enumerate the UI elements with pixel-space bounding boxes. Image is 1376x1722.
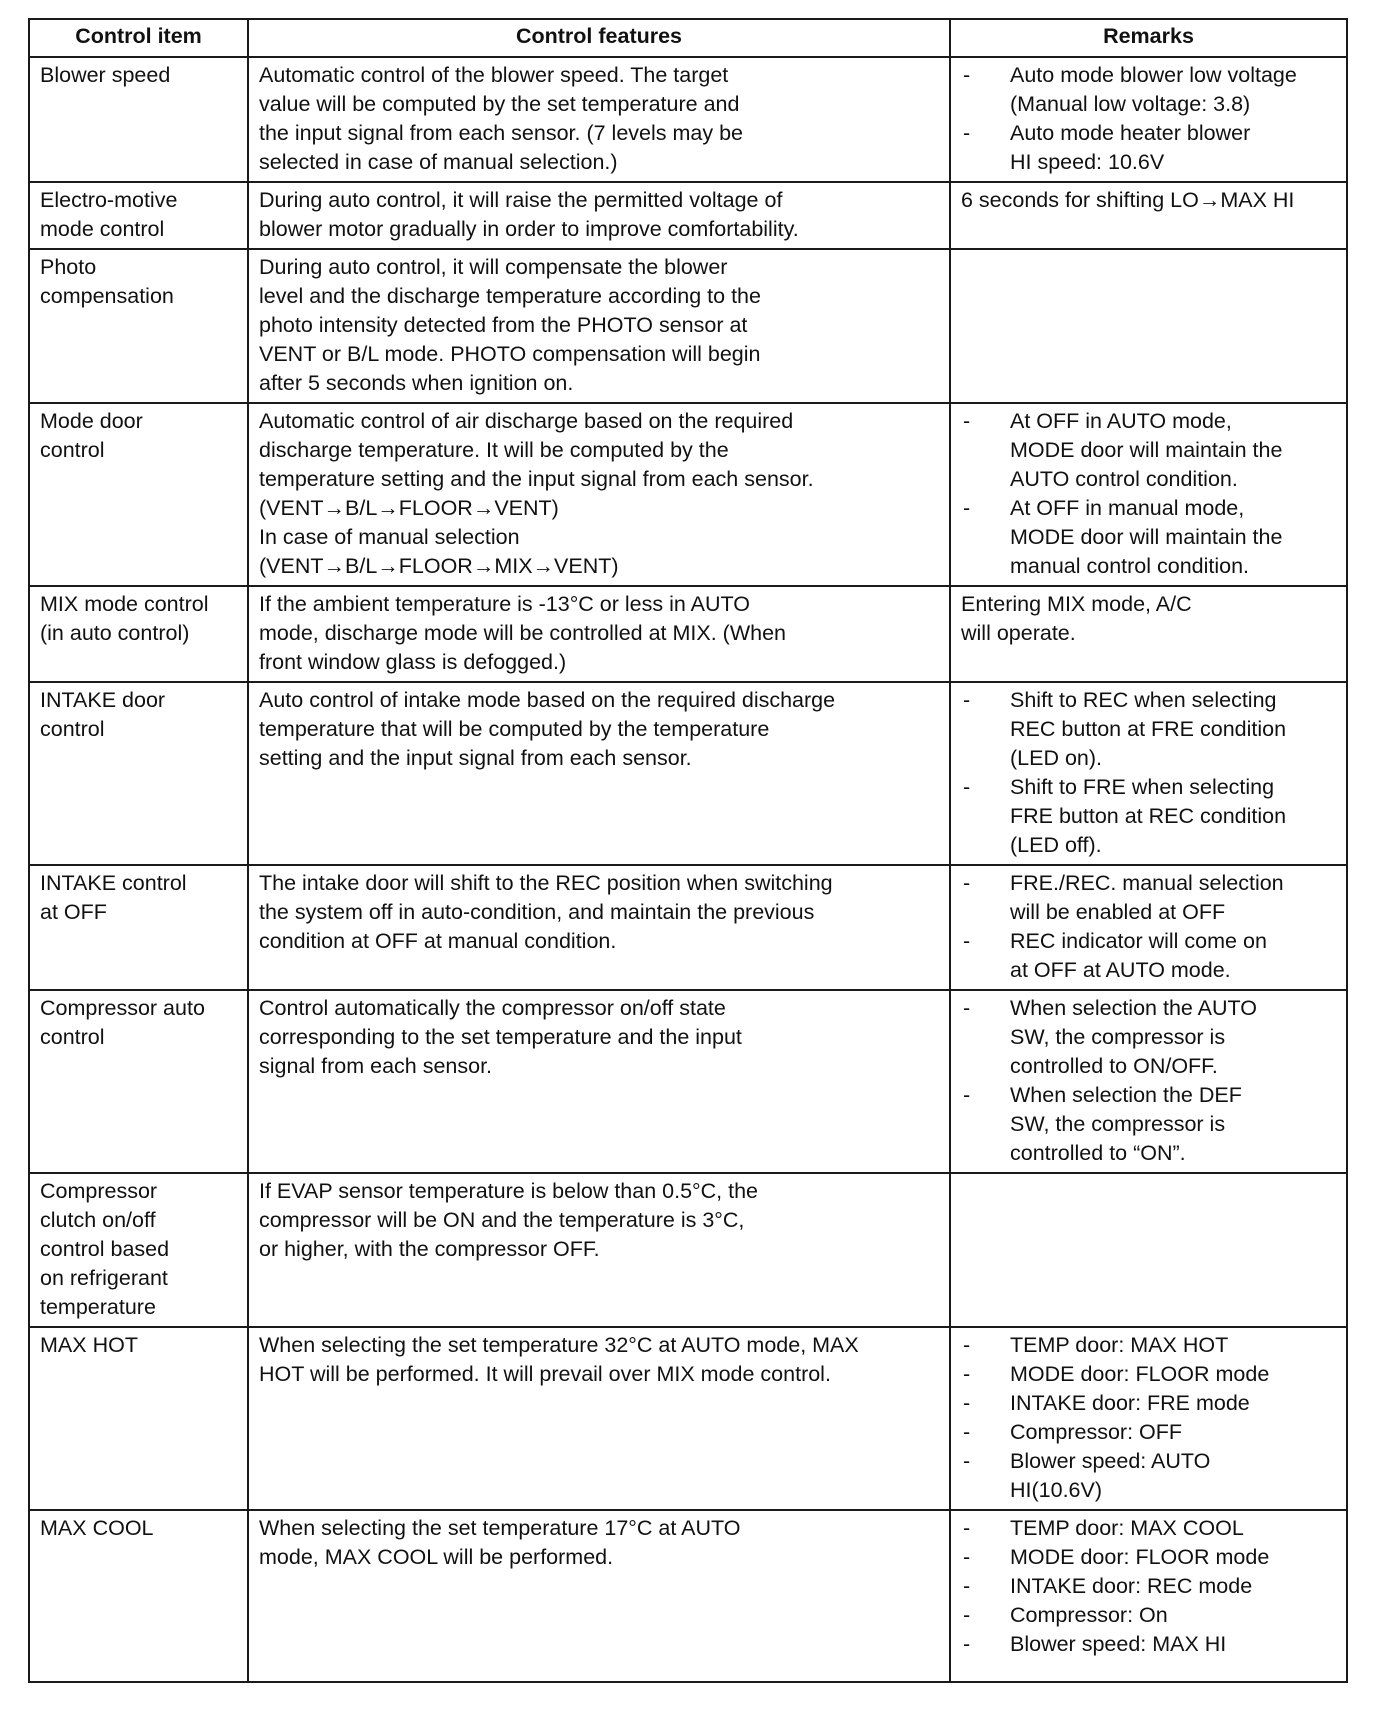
remarks-list-text: - Compressor: On [1010, 1603, 1168, 1627]
table-row [29, 1327, 1347, 1510]
control-item-cell [29, 249, 248, 403]
remarks-list-text: MODE door will maintain the [1010, 525, 1283, 549]
control-features-text: blower motor gradually in order to improve comfortability. [259, 217, 799, 241]
control-features-cell [248, 182, 950, 249]
remarks-list-item [961, 119, 1336, 177]
remarks-list-text: - Shift to REC when selecting [1010, 688, 1277, 712]
table-row [29, 1510, 1347, 1682]
control-features-text: In case of manual selection [259, 525, 520, 549]
remarks-cell [950, 865, 1347, 990]
table-row [29, 57, 1347, 182]
control-item-text: (in auto control) [40, 621, 190, 645]
table-row [29, 182, 1347, 249]
remarks-list-item [961, 927, 1336, 985]
control-features-text: Auto control of intake mode based on the required discharge [259, 688, 836, 712]
control-features-text: The intake door will shift to the REC position when switching [259, 871, 833, 895]
remarks-list-item [961, 1331, 1336, 1360]
control-features-text: Control automatically the compressor on/off state [259, 996, 726, 1020]
remarks-list-item [961, 1360, 1336, 1389]
control-item-text: MIX mode control [40, 592, 209, 616]
remarks-list-item [961, 1630, 1336, 1659]
remarks-cell [950, 586, 1347, 682]
table-row [29, 403, 1347, 586]
control-item-cell [29, 182, 248, 249]
remarks-list-text: (LED on). [1010, 746, 1103, 770]
remarks-list-text: - INTAKE door: FRE mode [1010, 1391, 1250, 1415]
control-features-cell [248, 1510, 950, 1682]
control-features-text: level and the discharge temperature according to the [259, 284, 761, 308]
control-item-text: Photo [40, 255, 97, 279]
remarks-list-text: - Compressor: OFF [1010, 1420, 1183, 1444]
remarks-list-item [961, 994, 1336, 1081]
control-features-text: compressor will be ON and the temperature is 3°C, [259, 1208, 745, 1232]
header-control-features: Control features [248, 19, 950, 57]
control-features-text: If EVAP sensor temperature is below than 0.5°C, the [259, 1179, 758, 1203]
remarks-list-item [961, 494, 1336, 581]
remarks-list-item [961, 773, 1336, 860]
remarks-list-text: - TEMP door: MAX HOT [1010, 1333, 1229, 1357]
control-features-text: or higher, with the compressor OFF. [259, 1237, 600, 1261]
remarks-text: 6 seconds for shifting LO→MAX HI [961, 188, 1295, 212]
remarks-list [961, 869, 1336, 985]
control-item-text: compensation [40, 284, 174, 308]
remarks-list-item [961, 407, 1336, 494]
table-row [29, 990, 1347, 1173]
remarks-list [961, 1514, 1336, 1659]
control-features-text: (VENT→B/L→FLOOR→MIX→VENT) [259, 554, 619, 578]
remarks-cell [950, 990, 1347, 1173]
remarks-cell [950, 1173, 1347, 1327]
remarks-list-text: controlled to ON/OFF. [1010, 1054, 1218, 1078]
remarks-list-item [961, 869, 1336, 927]
header-remarks: Remarks [950, 19, 1347, 57]
remarks-list-item [961, 1418, 1336, 1447]
remarks-cell [950, 249, 1347, 403]
remarks-list-text: HI(10.6V) [1010, 1478, 1103, 1502]
control-features-text: photo intensity detected from the PHOTO sensor at [259, 313, 748, 337]
remarks-text: Entering MIX mode, A/C [961, 592, 1192, 616]
remarks-list-item [961, 1081, 1336, 1168]
control-item-text: MAX HOT [40, 1333, 138, 1357]
remarks-list [961, 994, 1336, 1168]
control-item-text: INTAKE door [40, 688, 166, 712]
remarks-list-text: - REC indicator will come on [1010, 929, 1267, 953]
control-item-cell [29, 865, 248, 990]
remarks-list-text: - Shift to FRE when selecting [1010, 775, 1275, 799]
table-body [29, 57, 1347, 1682]
remarks-list-text: - When selection the AUTO [1010, 996, 1257, 1020]
remarks-list [961, 1331, 1336, 1505]
control-item-text: Mode door [40, 409, 143, 433]
control-features-text: HOT will be performed. It will prevail over MIX mode control. [259, 1362, 831, 1386]
control-features-text: the system off in auto-condition, and maintain the previous [259, 900, 815, 924]
remarks-list-text: - At OFF in manual mode, [1010, 496, 1245, 520]
control-features-text: When selecting the set temperature 17°C at AUTO [259, 1516, 741, 1540]
control-item-text: Compressor [40, 1179, 158, 1203]
table-row [29, 249, 1347, 403]
control-features-text: Automatic control of air discharge based on the required [259, 409, 794, 433]
control-item-cell [29, 1173, 248, 1327]
remarks-list-text: will be enabled at OFF [1010, 900, 1226, 924]
control-features-text: value will be computed by the set temperature and [259, 92, 740, 116]
remarks-list [961, 686, 1336, 860]
table-row [29, 1173, 1347, 1327]
control-item-text: temperature [40, 1295, 156, 1319]
control-features-text: signal from each sensor. [259, 1054, 493, 1078]
control-features-cell [248, 865, 950, 990]
control-item-text: control [40, 717, 105, 741]
header-control-item: Control item [29, 19, 248, 57]
control-features-text: condition at OFF at manual condition. [259, 929, 617, 953]
remarks-list-text: - MODE door: FLOOR mode [1010, 1545, 1270, 1569]
control-features-text: Automatic control of the blower speed. The target [259, 63, 729, 87]
remarks-list-text: - MODE door: FLOOR mode [1010, 1362, 1270, 1386]
remarks-list-item [961, 1389, 1336, 1418]
remarks-text: will operate. [961, 621, 1076, 645]
remarks-list-item [961, 1601, 1336, 1630]
control-features-cell [248, 57, 950, 182]
control-item-text: MAX COOL [40, 1516, 154, 1540]
control-features-text: mode, MAX COOL will be performed. [259, 1545, 614, 1569]
remarks-list-text: SW, the compressor is [1010, 1025, 1226, 1049]
control-features-text: setting and the input signal from each sensor. [259, 746, 692, 770]
remarks-list-text: FRE button at REC condition [1010, 804, 1287, 828]
remarks-list-text: at OFF at AUTO mode. [1010, 958, 1231, 982]
remarks-list-text: (LED off). [1010, 833, 1102, 857]
control-features-cell [248, 1173, 950, 1327]
control-features-text: mode, discharge mode will be controlled at MIX. (When [259, 621, 786, 645]
remarks-list-item [961, 61, 1336, 119]
remarks-list-text: - At OFF in AUTO mode, [1010, 409, 1232, 433]
remarks-list-text: - Blower speed: MAX HI [1010, 1632, 1227, 1656]
table-row [29, 682, 1347, 865]
remarks-cell [950, 182, 1347, 249]
control-item-text: mode control [40, 217, 165, 241]
control-item-text: on refrigerant [40, 1266, 168, 1290]
control-item-text: Electro-motive [40, 188, 178, 212]
remarks-list-text: manual control condition. [1010, 554, 1250, 578]
remarks-list-item [961, 1447, 1336, 1505]
control-features-text: During auto control, it will raise the permitted voltage of [259, 188, 783, 212]
remarks-list-text: controlled to “ON”. [1010, 1141, 1186, 1165]
remarks-list [961, 61, 1336, 177]
control-features-text: the input signal from each sensor. (7 levels may be [259, 121, 744, 145]
control-features-cell [248, 586, 950, 682]
control-features-text: temperature setting and the input signal from each sensor. [259, 467, 814, 491]
control-features-text: corresponding to the set temperature and the input [259, 1025, 742, 1049]
remarks-cell [950, 57, 1347, 182]
remarks-list-text: - INTAKE door: REC mode [1010, 1574, 1253, 1598]
control-item-cell [29, 1327, 248, 1510]
remarks-list-text: MODE door will maintain the [1010, 438, 1283, 462]
control-features-cell [248, 403, 950, 586]
control-table [28, 18, 1348, 1683]
control-item-cell [29, 990, 248, 1173]
control-item-cell [29, 682, 248, 865]
remarks-list-text: AUTO control condition. [1010, 467, 1238, 491]
control-features-cell [248, 990, 950, 1173]
control-features-cell [248, 1327, 950, 1510]
control-features-text: During auto control, it will compensate the blower [259, 255, 728, 279]
remarks-cell [950, 682, 1347, 865]
control-item-text: control [40, 1025, 105, 1049]
control-item-cell [29, 57, 248, 182]
control-item-cell [29, 586, 248, 682]
remarks-list-text: - Auto mode heater blower [1010, 121, 1251, 145]
control-item-text: Compressor auto [40, 996, 205, 1020]
table-row [29, 586, 1347, 682]
control-features-text: temperature that will be computed by the temperature [259, 717, 770, 741]
control-features-text: (VENT→B/L→FLOOR→VENT) [259, 496, 559, 520]
control-features-text: discharge temperature. It will be computed by the [259, 438, 729, 462]
table-row [29, 865, 1347, 990]
control-features-text: If the ambient temperature is -13°C or less in AUTO [259, 592, 750, 616]
control-features-text: after 5 seconds when ignition on. [259, 371, 574, 395]
remarks-list-text: - FRE./REC. manual selection [1010, 871, 1284, 895]
remarks-list-text: - Auto mode blower low voltage [1010, 63, 1297, 87]
control-item-text: Blower speed [40, 63, 171, 87]
remarks-list [961, 407, 1336, 581]
remarks-list-text: HI speed: 10.6V [1010, 150, 1165, 174]
control-item-cell [29, 403, 248, 586]
remarks-list-item [961, 1514, 1336, 1543]
remarks-cell [950, 403, 1347, 586]
remarks-cell [950, 1327, 1347, 1510]
control-item-cell [29, 1510, 248, 1682]
header-row [29, 19, 1347, 57]
control-item-text: clutch on/off [40, 1208, 156, 1232]
control-features-text: When selecting the set temperature 32°C at AUTO mode, MAX [259, 1333, 859, 1357]
remarks-list-text: - Blower speed: AUTO [1010, 1449, 1211, 1473]
remarks-list-item [961, 1572, 1336, 1601]
remarks-list-text: REC button at FRE condition [1010, 717, 1287, 741]
remarks-cell [950, 1510, 1347, 1682]
remarks-list-text: SW, the compressor is [1010, 1112, 1226, 1136]
control-features-text: VENT or B/L mode. PHOTO compensation will begin [259, 342, 761, 366]
control-item-text: control [40, 438, 105, 462]
control-item-text: INTAKE control [40, 871, 187, 895]
remarks-list-item [961, 1543, 1336, 1572]
control-item-text: at OFF [40, 900, 107, 924]
remarks-list-item [961, 686, 1336, 773]
control-features-text: selected in case of manual selection.) [259, 150, 618, 174]
remarks-list-text: - When selection the DEF [1010, 1083, 1242, 1107]
remarks-list-text: - TEMP door: MAX COOL [1010, 1516, 1244, 1540]
control-item-text: control based [40, 1237, 170, 1261]
remarks-list-text: (Manual low voltage: 3.8) [1010, 92, 1251, 116]
control-features-cell [248, 682, 950, 865]
control-features-text: front window glass is defogged.) [259, 650, 567, 674]
control-features-cell [248, 249, 950, 403]
